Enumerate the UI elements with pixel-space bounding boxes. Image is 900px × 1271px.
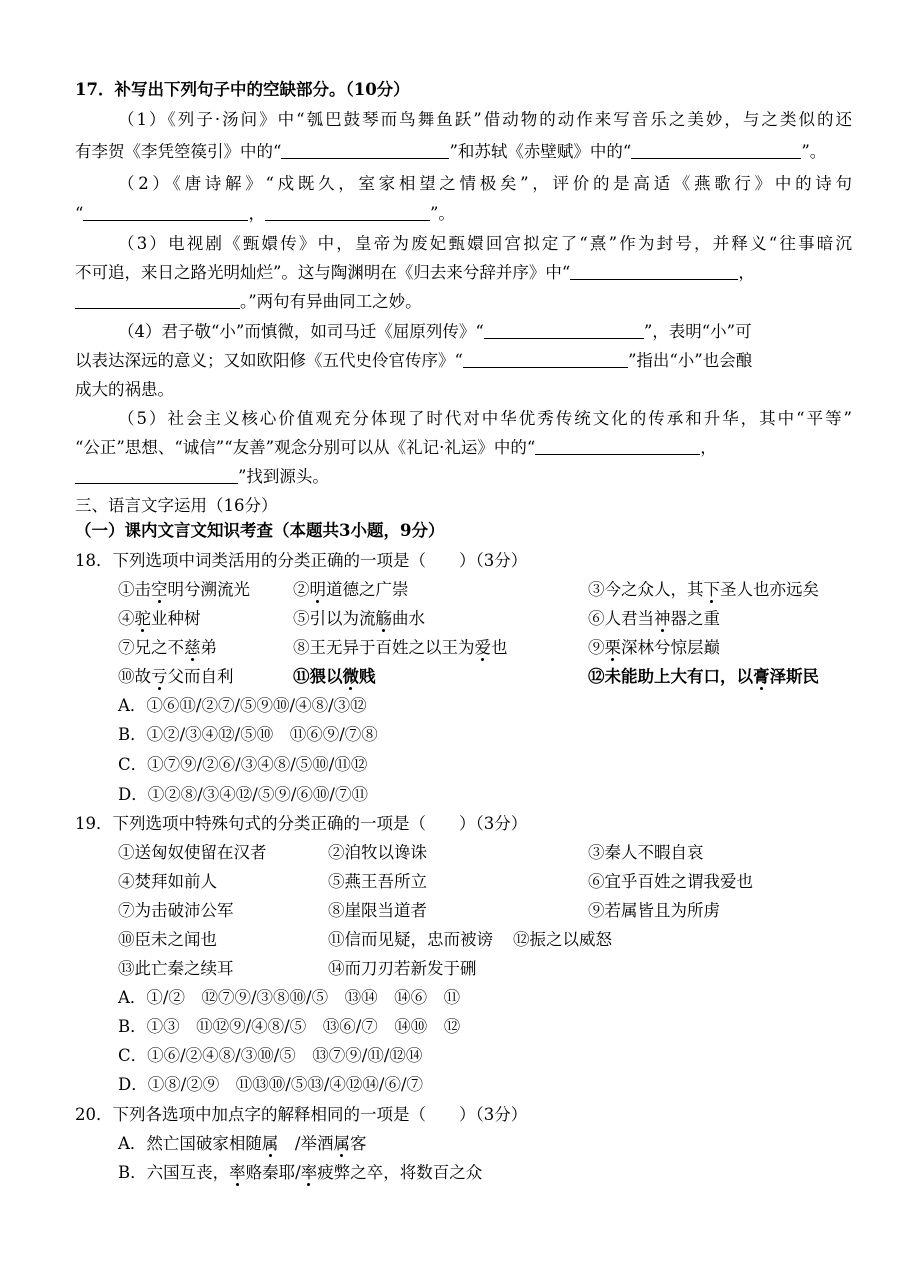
q17-p3-line3: 。”两句有异曲同工之妙。 — [75, 288, 852, 316]
answer-blank-3[interactable] — [83, 202, 248, 221]
q19-row-4 — [118, 926, 858, 954]
q18-item-3: ③今之众人，其下圣人也亦远矣 — [588, 580, 819, 599]
q18-row-3 — [118, 634, 858, 662]
q19-stem: 19．下列选项中特殊句式的分类正确的一项是（ ）（3分） — [75, 814, 528, 833]
q17-p5-line2: “公正”思想、“诚信”“友善”观念分别可以从《礼记·礼运》中的“ ， — [75, 438, 717, 457]
q19-item-10: ⑩臣未之闻也 — [118, 930, 217, 949]
q18-item-9: ⑨栗深林兮惊层巅 — [588, 638, 720, 657]
q17-p2-line1: （2）《唐诗解》“戍既久，室家相望之情极矣”，评价的是高适《燕歌行》中的诗句 — [118, 174, 852, 193]
q18-option-c[interactable]: C．①⑦⑨/②⑥/③④⑧/⑤⑩/⑪⑫ — [118, 755, 368, 774]
answer-blank-8[interactable] — [463, 349, 628, 368]
q18-item-7: ⑦兄之不慈弟 — [118, 638, 217, 657]
q20-option-b[interactable]: B．六国互丧，率赂秦耶/率疲弊之卒，将数百之众 — [118, 1163, 483, 1182]
q17-p1-line1: （1）《列子·汤问》中“瓠巴鼓琴而鸟舞鱼跃”借动物的动作来写音乐之美妙，与之类似的还 — [118, 110, 852, 129]
q20-stem: 20．下列各选项中加点字的解释相同的一项是（ ）（3分） — [75, 1105, 528, 1124]
answer-blank-4[interactable] — [265, 202, 430, 221]
q19-item-13: ⑬此亡秦之续耳 — [118, 959, 234, 978]
q19-item-8: ⑧崖限当道者 — [328, 901, 427, 920]
q17-p3-line2: 不可追，来日之路光明灿烂”。这与陶渊明在《归去来兮辞并序》中“ ， — [75, 263, 755, 282]
q19-item-5: ⑤燕王吾所立 — [328, 872, 427, 891]
answer-blank-7[interactable] — [484, 320, 644, 339]
q17-p5-line1: （5）社会主义核心价值观充分体现了时代对中华优秀传统文化的传承和升华，其中“平等” — [118, 409, 852, 428]
q17-p1-line2: 有李贺《李凭箜篌引》中的“ ”和苏轼《赤壁赋》中的“ ”。 — [75, 142, 827, 161]
q19-row-2 — [118, 868, 858, 896]
q17-p5-line3: ”找到源头。 — [75, 463, 852, 491]
q17-title: 17．补写出下列句子中的空缺部分。（10分） — [75, 80, 410, 99]
q18-item-6: ⑥人君当神器之重 — [588, 609, 720, 628]
q19-item-12: ⑫振之以威怒 — [513, 930, 612, 949]
q19-row-3 — [118, 897, 858, 925]
q19-option-c[interactable]: C．①⑥/②④⑧/③⑩/⑤ ⑬⑦⑨/⑪/⑫⑭ — [118, 1046, 423, 1065]
q18-item-1: ①击空明兮溯流光 — [118, 580, 250, 599]
answer-blank-9[interactable] — [535, 436, 700, 455]
q18-item-4: ④驼业种树 — [118, 609, 201, 628]
answer-blank-10[interactable] — [75, 465, 238, 484]
section-3-title: 三、语言文字运用（16分） — [75, 496, 278, 515]
q20-option-a[interactable]: A．然亡国破家相随属 /举酒属客 — [118, 1134, 367, 1153]
q19-item-11: ⑪信而见疑，忠而被谤 — [328, 930, 493, 949]
q19-option-d[interactable]: D．①⑧/②⑨ ⑪⑬⑩/⑤⑬/④⑫⑭/⑥/⑦ — [118, 1075, 424, 1094]
q18-option-a[interactable]: A．①⑥⑪/②⑦/⑤⑨⑩/④⑧/③⑫ — [118, 696, 367, 715]
q19-row-1 — [118, 839, 858, 867]
answer-blank-5[interactable] — [570, 261, 738, 280]
q17-p4-line2: 以表达深远的意义；又如欧阳修《五代史伶官传序》“ ”指出“小”也会酿 — [75, 351, 753, 370]
q18-item-10: ⑩故亏父而自利 — [118, 667, 234, 686]
q19-item-3: ③秦人不暇自哀 — [588, 843, 704, 862]
q19-item-9: ⑨若属皆且为所虏 — [588, 901, 720, 920]
q19-item-4: ④焚拜如前人 — [118, 872, 217, 891]
q17-p4-line3: 成大的祸患。 — [75, 380, 174, 399]
q17-p4-line1: （4）君子敬“小”而慎微，如司马迁《屈原列传》“ ”，表明“小”可 — [118, 322, 752, 341]
q19-row-5 — [118, 955, 858, 983]
q18-item-2: ②明道德之广崇 — [293, 580, 409, 599]
q19-item-14: ⑭而刀刃若新发于硎 — [328, 959, 477, 978]
q18-stem: 18．下列选项中词类活用的分类正确的一项是（ ）（3分） — [75, 551, 528, 570]
q18-option-b[interactable]: B．①②/③④⑫/⑤⑩ ⑪⑥⑨/⑦⑧ — [118, 725, 378, 744]
q18-item-5: ⑤引以为流觞曲水 — [293, 609, 425, 628]
q19-item-1: ①送匈奴使留在汉者 — [118, 843, 267, 862]
q18-option-d[interactable]: D．①②⑧/③④⑫/⑤⑨/⑥⑩/⑦⑪ — [118, 785, 368, 804]
q18-row-4 — [118, 663, 858, 691]
answer-blank-1[interactable] — [281, 140, 449, 159]
q19-item-7: ⑦为击破沛公军 — [118, 901, 234, 920]
q17-p2-line2: “ ， ”。 — [75, 204, 455, 223]
q18-item-12: ⑫未能助上大有口，以膏泽斯民 — [588, 667, 819, 686]
q18-item-8: ⑧王无异于百姓之以王为爱也 — [293, 638, 508, 657]
q19-option-a[interactable]: A．①/② ⑫⑦⑨/③⑧⑩/⑤ ⑬⑭ ⑭⑥ ⑪ — [118, 988, 461, 1007]
q18-row-1 — [118, 576, 858, 604]
q19-option-b[interactable]: B．①③ ⑪⑫⑨/④⑧/⑤ ⑬⑥/⑦ ⑭⑩ ⑫ — [118, 1017, 461, 1036]
answer-blank-2[interactable] — [631, 140, 801, 159]
section-3-sub1-title: （一）课内文言文知识考查（本题共3小题，9分） — [75, 521, 445, 540]
q18-item-11: ⑪猥以微贱 — [293, 667, 376, 686]
q19-item-2: ②洎牧以谗诛 — [328, 843, 427, 862]
q18-row-2 — [118, 605, 858, 633]
q17-p3-line1: （3）电视剧《甄嬛传》中，皇帝为废妃甄嬛回宫拟定了“熹”作为封号，并释义“往事暗沉 — [118, 234, 852, 253]
answer-blank-6[interactable] — [75, 290, 240, 309]
q19-item-6: ⑥宜乎百姓之谓我爱也 — [588, 872, 753, 891]
